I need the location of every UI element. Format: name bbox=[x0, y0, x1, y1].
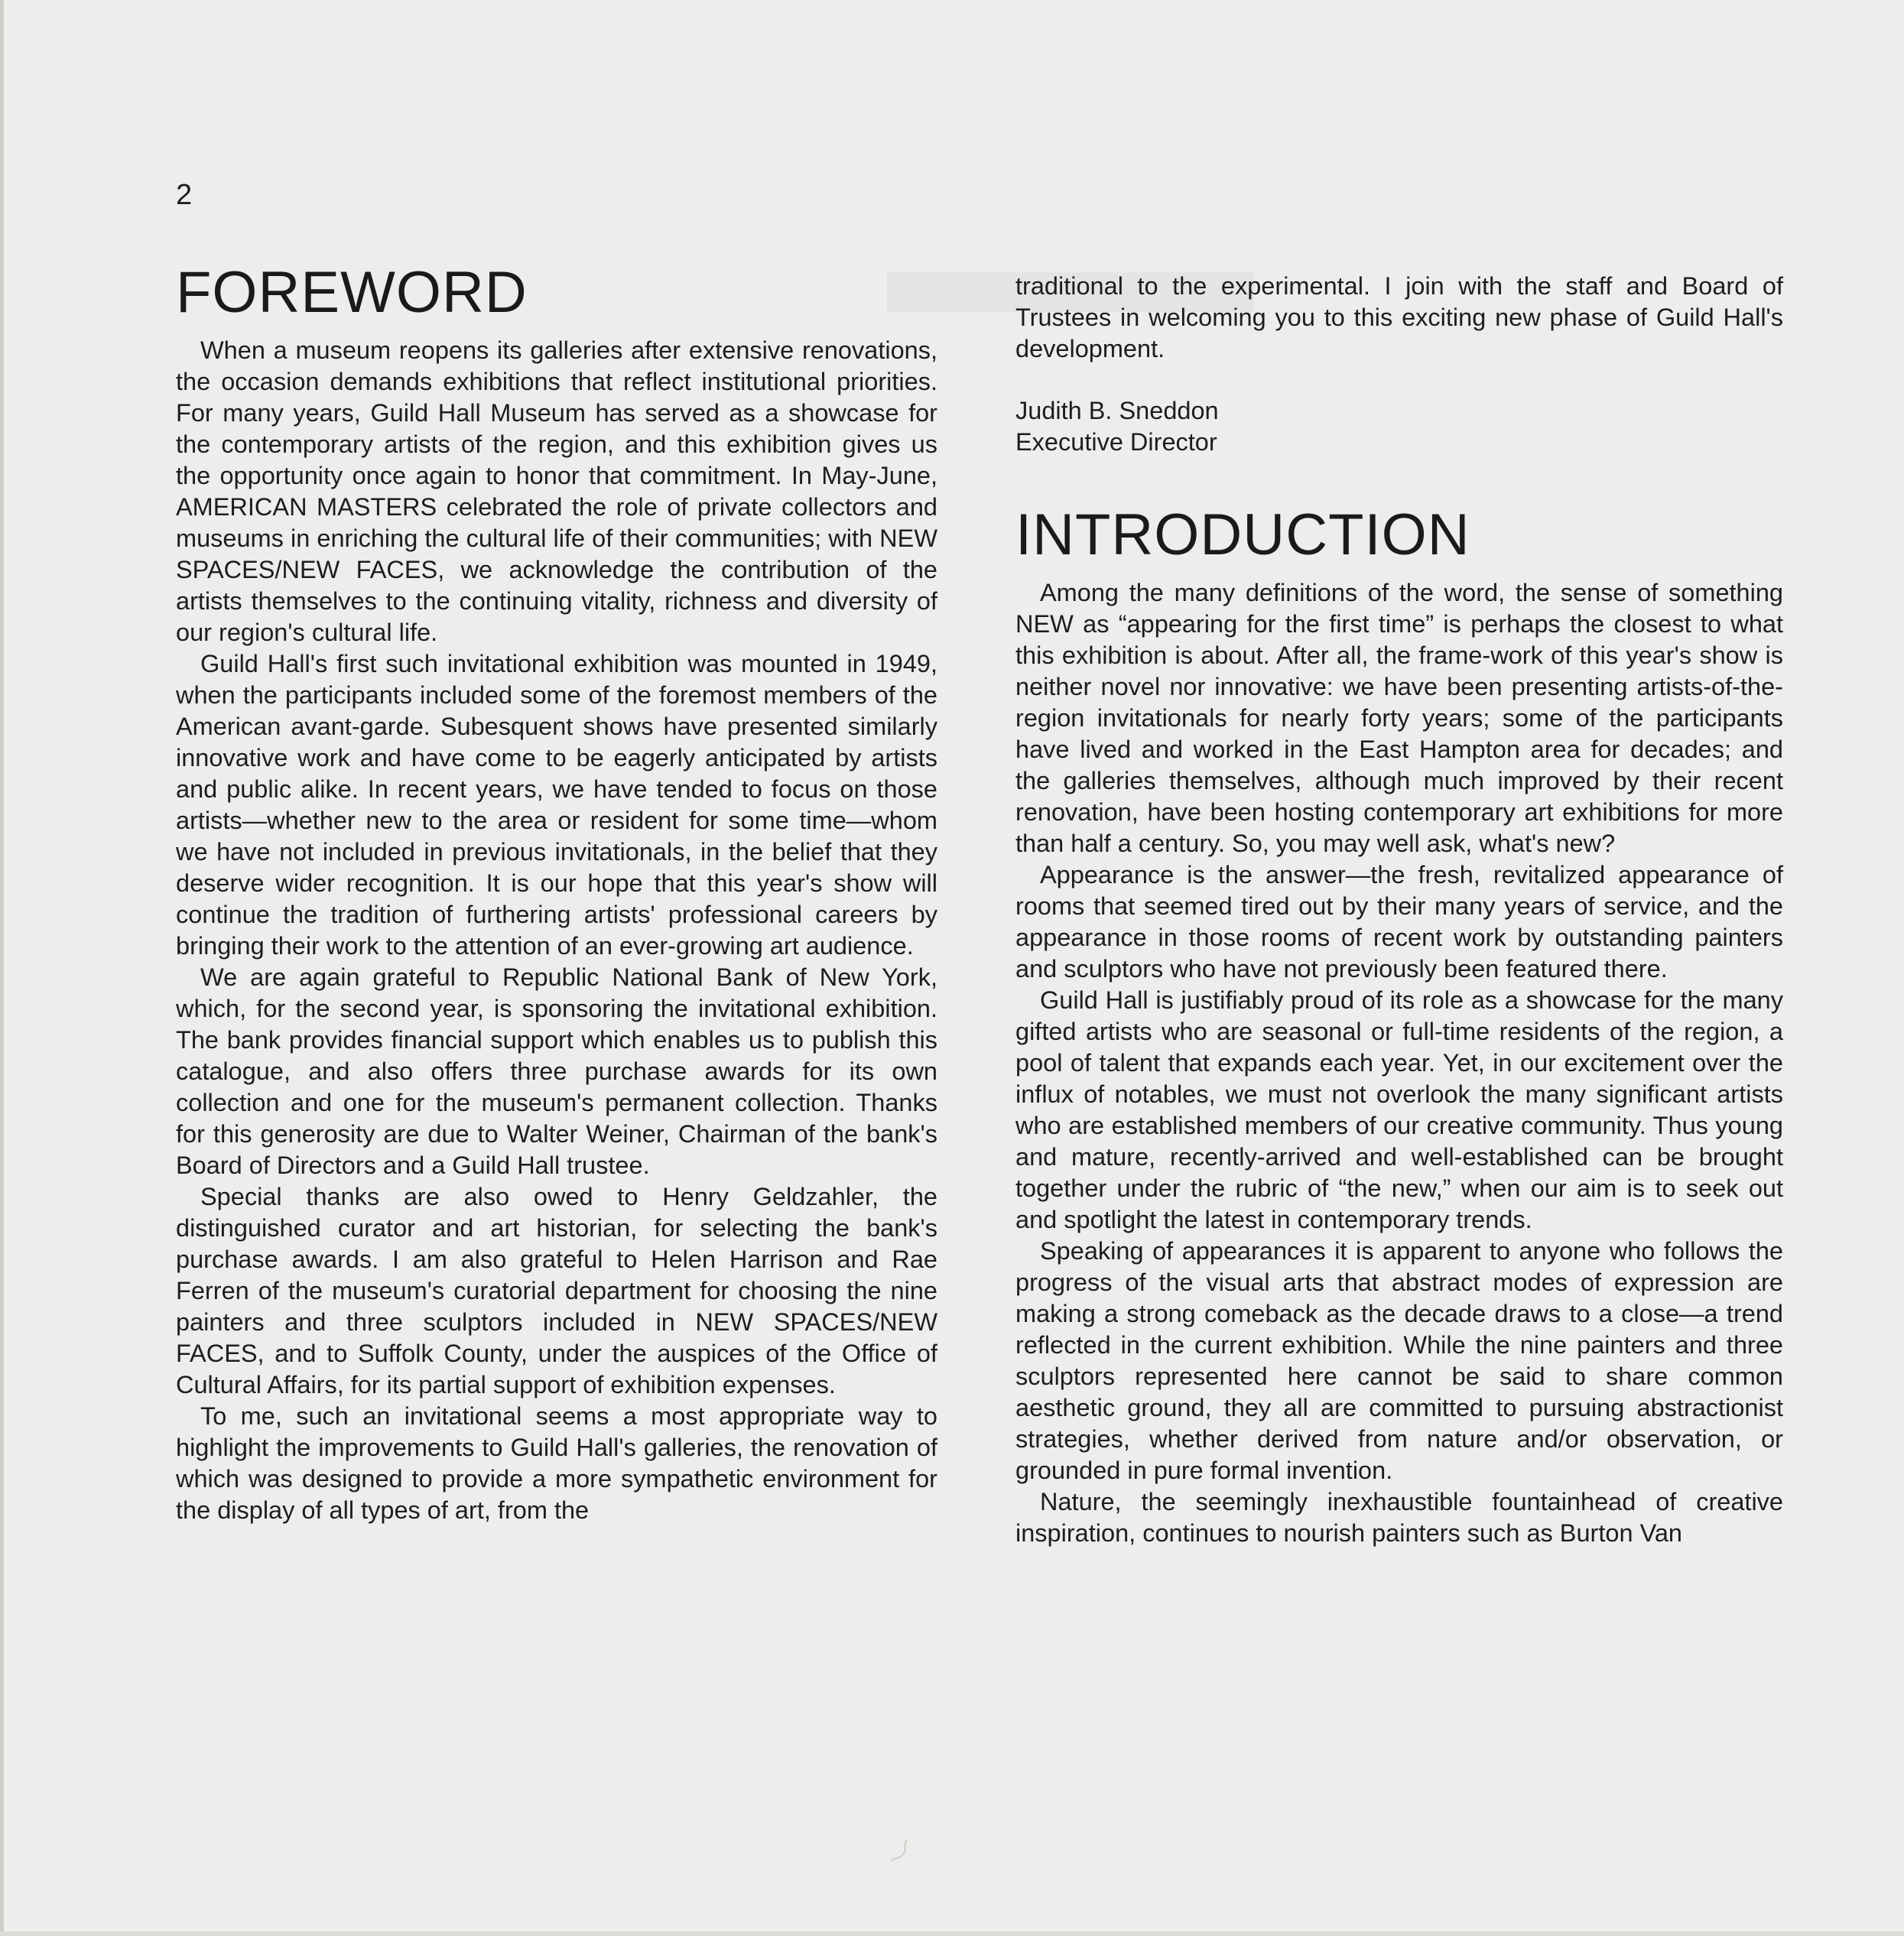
signature-title: Executive Director bbox=[1015, 428, 1217, 456]
paper-blemish bbox=[885, 1835, 916, 1866]
left-column bbox=[176, 260, 937, 1526]
scan-edge-left bbox=[0, 0, 4, 1936]
page-number: 2 bbox=[176, 179, 193, 211]
introduction-paragraph: Among the many definitions of the word, the sense of something NEW as “appearing for the first time” is perhaps the closest to what this exhibition is about. After all, the frame-work of this year's show is neither novel nor innovative: we have been presenting artists-of-the-region invitationals for nearly forty years; some of the participants have lived and worked in the East Hampton area for decades; and the galleries themselves, although much improved by their recent renovation, have been hosting contemporary art exhibitions for more than half a century. So, you may well ask, what's new? bbox=[1015, 579, 1783, 857]
foreword-paragraph: To me, such an invitational seems a most appropriate way to highlight the improvements to Guild Hall's galleries, the renovation of which was designed to provide a more sympathetic environment for the display of all types of art, from the bbox=[176, 1402, 937, 1524]
foreword-paragraph: Special thanks are also owed to Henry Geldzahler, the distinguished curator and art historian, for selecting the bank's purchase awards. I am also grateful to Helen Harrison and Rae Ferren of the museum's curatorial department for choosing the nine painters and three sculptors included in NEW SPACES/NEW FACES, and to Suffolk County, under the auspices of the Office of Cultural Affairs, for its partial support of exhibition expenses. bbox=[176, 1183, 937, 1398]
introduction-paragraph: Speaking of appearances it is apparent to anyone who follows the progress of the visual arts that abstract modes of expression are making a strong comeback as the decade draws to a close—a trend reflected in the current exhibition. While the nine painters and three sculptors represented here cannot be said to share common aesthetic ground, they all are committed to pursuing abstractionist strategies, whether derived from nature and/or observation, or grounded in pure formal invention. bbox=[1015, 1237, 1783, 1484]
scan-edge-bottom bbox=[0, 1931, 1904, 1936]
foreword-continuation: traditional to the experimental. I join with the staff and Board of Trustees in welcoming you to this exciting new phase of Guild Hall's development. bbox=[1015, 272, 1783, 362]
signature-name: Judith B. Sneddon bbox=[1015, 397, 1219, 424]
foreword-paragraph: Guild Hall's first such invitational exhibition was mounted in 1949, when the participants included some of the foremost members of the American avant-garde. Subesquent shows have presented similarly innovative work and have come to be eagerly anticipated by artists and public alike. In recent years, we have tended to focus on those artists—whether new to the area or resident for some time—whom we have not included in previous invitationals, in the belief that they deserve wider recognition. It is our hope that this year's show will continue the tradition of furthering artists' professional careers by bringing their work to the attention of an ever-growing art audience. bbox=[176, 650, 937, 960]
foreword-paragraph: We are again grateful to Republic National Bank of New York, which, for the second year, is sponsoring the invitational exhibition. The bank provides financial support which enables us to publish this catalogue, and also offers three purchase awards for its own collection and one for the museum's permanent collection. Thanks for this generosity are due to Walter Weiner, Chairman of the bank's Board of Directors and a Guild Hall trustee. bbox=[176, 963, 937, 1179]
foreword-paragraph: When a museum reopens its galleries after extensive renovations, the occasion demands exhibitions that reflect institutional priorities. For many years, Guild Hall Museum has served as a showcase for the contemporary artists of the region, and this exhibition gives us the opportunity once again to honor that commitment. In May-June, AMERICAN MASTERS celebrated the role of private collectors and museums in enriching the cultural life of their communities; with NEW SPACES/NEW FACES, we acknowledge the contribution of the artists themselves to the continuing vitality, richness and diversity of our region's cultural life. bbox=[176, 336, 937, 646]
foreword-heading: FOREWORD bbox=[176, 260, 528, 325]
right-column bbox=[1015, 269, 1783, 1549]
signature-block bbox=[1015, 395, 1783, 458]
introduction-paragraph: Nature, the seemingly inexhaustible fountainhead of creative inspiration, continues to nourish painters such as Burton Van bbox=[1015, 1488, 1783, 1547]
introduction-heading: INTRODUCTION bbox=[1015, 502, 1470, 567]
introduction-paragraph: Appearance is the answer—the fresh, revitalized appearance of rooms that seemed tired out by their many years of service, and the appearance in those rooms of recent work by outstanding painters and sculptors who have not previously been featured there. bbox=[1015, 861, 1783, 983]
introduction-paragraph: Guild Hall is justifiably proud of its role as a showcase for the many gifted artists who are seasonal or full-time residents of the region, a pool of talent that expands each year. Yet, in our excitement over the influx of notables, we must not overlook the many significant artists who are established members of our creative community. Thus young and mature, recently-arrived and well-established can be brought together under the rubric of “the new,” when our aim is to seek out and spotlight the latest in contemporary trends. bbox=[1015, 986, 1783, 1233]
